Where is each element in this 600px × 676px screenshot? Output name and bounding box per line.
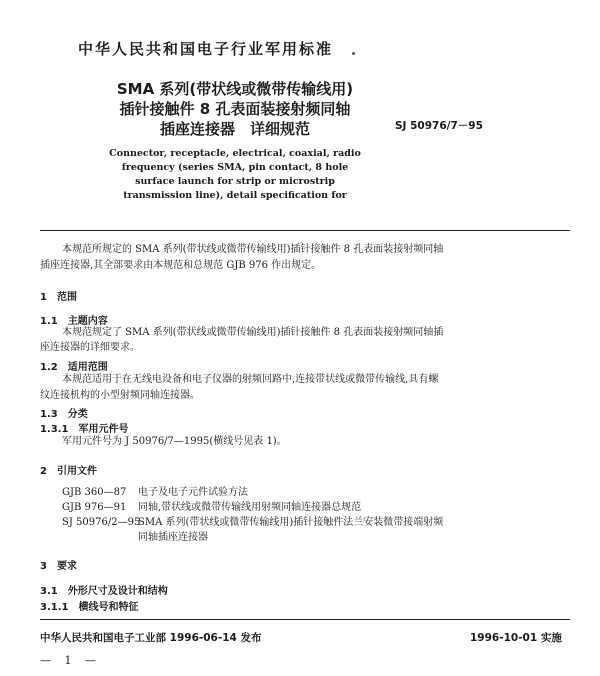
english-title-line-1: Connector, receptacle, electrical, coaxial, radio (109, 148, 361, 159)
section-3-1-heading: 3.1 外形尺寸及设计和结构 (40, 586, 168, 597)
reference-description-continued: 同轴插座连接器 (138, 532, 208, 543)
reference-description: 同轴,带状线或微带传输线用射频同轴连接器总规范 (138, 502, 362, 513)
reference-description: 电子及电子元件试验方法 (138, 487, 248, 498)
section-1-3-1-heading: 1.3.1 军用元件号 (40, 424, 129, 435)
english-title-line-3: surface launch for strip or microstrip (135, 176, 335, 187)
standard-code: SJ 50976/7－95 (395, 120, 483, 132)
section-1-2-heading: 1.2 适用范围 (40, 362, 108, 373)
section-1-1-text-2: 座连接器的详细要求。 (40, 342, 140, 353)
section-3-heading: 3 要求 (40, 561, 77, 572)
section-1-1-heading: 1.1 主题内容 (40, 316, 108, 327)
document-title-line-1: SMA 系列(带状线或微带传输线用) (116, 80, 354, 98)
section-1-3-1-text: 军用元件号为 J 50976/7—1995(横线号见表 1)。 (62, 436, 287, 447)
reference-code: SJ 50976/2—95 (62, 517, 141, 528)
reference-description: SMA 系列(带状线或微带传输线用)插针接触件法兰安装微带接端射频 (138, 517, 444, 528)
document-title-line-3: 插座连接器 详细规范 (159, 120, 310, 138)
section-1-heading: 1 范围 (40, 292, 77, 303)
english-title-line-4: transmission line), detail specification for (123, 190, 347, 201)
header-divider (40, 230, 570, 231)
section-1-1-text-1: 本规范规定了 SMA 系列(带状线或微带传输线用)插针接触件 8 孔表面装接射频同轴插 (62, 327, 444, 338)
reference-code: GJB 360—87 (62, 487, 127, 498)
intro-line-1: 本规范所规定的 SMA 系列(带状线或微带传输线用)插针接触件 8 孔表面装接射频同轴 (62, 244, 444, 255)
section-2-heading: 2 引用文件 (40, 466, 97, 477)
page-number: — 1 — (40, 654, 101, 667)
footer-divider (40, 619, 570, 620)
standard-category-header: 中华人民共和国电子行业军用标准 (78, 40, 334, 58)
effective-date: 1996-10-01 实施 (470, 632, 562, 644)
section-1-3-heading: 1.3 分类 (40, 409, 88, 420)
document-title-line-2: 插针接触件 8 孔表面装接射频同轴 (119, 100, 351, 118)
issue-date: 中华人民共和国电子工业部 1996-06-14 发布 (40, 632, 262, 644)
english-title-line-2: frequency (series SMA, pin contact, 8 hole (121, 162, 349, 173)
print-speck (352, 52, 355, 55)
section-1-2-text-2: 纹连接机构的小型射频同轴连接器。 (40, 390, 200, 401)
intro-line-2: 插座连接器,其全部要求由本规范和总规范 GJB 976 作出规定。 (40, 260, 322, 271)
section-3-1-1-heading: 3.1.1 横线号和特征 (40, 602, 139, 613)
reference-code: GJB 976—91 (62, 502, 127, 513)
section-1-2-text-1: 本规范适用于在无线电设备和电子仪器的射频回路中,连接带状线或微带传输线,具有螺 (62, 374, 439, 385)
